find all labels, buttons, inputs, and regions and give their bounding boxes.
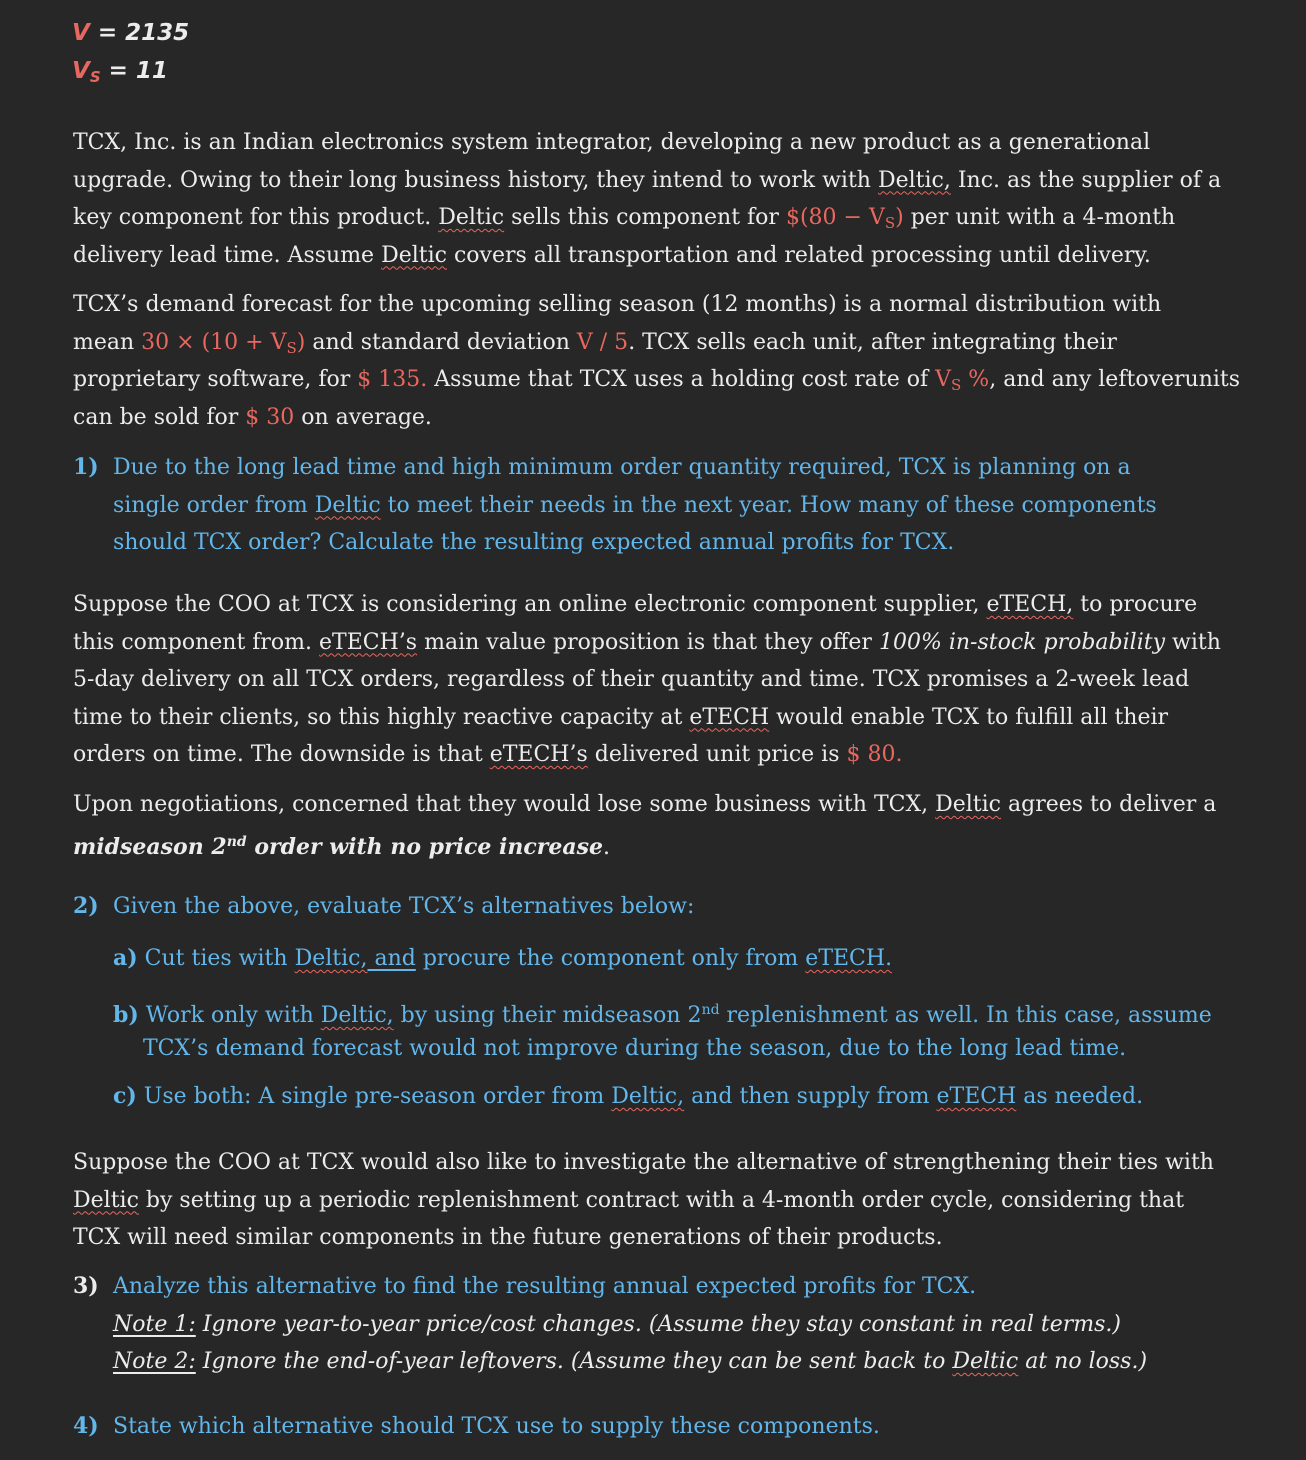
price-formula: [786, 205, 904, 230]
text: , and any leftoverunits: [989, 367, 1241, 392]
text-line: [73, 1408, 1263, 1446]
text: procure the component only from: [415, 946, 806, 971]
formula-part: V: [935, 367, 952, 392]
text-line: [73, 888, 1263, 926]
text: Inc. as the supplier of a: [950, 167, 1222, 193]
deltic-term: Deltic: [381, 242, 447, 268]
option-label: c): [113, 1083, 137, 1109]
salvage-price: $ 30: [245, 404, 295, 430]
text: Use both: A single pre-season order from: [136, 1084, 612, 1109]
v-label: V: [72, 20, 90, 46]
text: TCX’s demand forecast for the upcoming selling season (12 months) is a normal distribution with: [73, 292, 1162, 317]
text: Suppose the COO at TCX would also like to investigate the alternative of strengthening their ties with: [73, 1150, 1214, 1175]
text-line: [73, 992, 1263, 1030]
paragraph-negotiation: [73, 786, 1263, 861]
formula-part: %: [961, 367, 990, 392]
question-number: 1): [73, 454, 99, 480]
text: and standard deviation: [305, 329, 577, 355]
text: covers all transportation and related processing until delivery.: [446, 242, 1151, 268]
text: by setting up a periodic replenishment contract with a 4-month order cycle, considering that: [138, 1187, 1185, 1213]
text-line: [73, 361, 1263, 399]
text-line: [73, 1268, 1263, 1306]
text: should TCX order? Calculate the resulting expected annual profits for TCX.: [113, 530, 955, 555]
deltic-term: Deltic: [314, 492, 381, 518]
text: can be sold for: [73, 404, 246, 430]
text: by using their midseason 2: [393, 1003, 702, 1028]
deltic-term: Deltic,: [611, 1084, 685, 1109]
text: TCX will need similar components in the future generations of their products.: [73, 1225, 943, 1250]
text: Assume that TCX uses a holding cost rate of: [427, 367, 936, 392]
deltic-term: Deltic: [935, 792, 1001, 817]
text: to meet their needs in the next year. How many of these components: [380, 492, 1157, 518]
text: delivered unit price is: [587, 742, 847, 767]
deltic-term: Deltic,: [877, 167, 951, 193]
vs-value: = 11: [100, 58, 168, 84]
text-line: [73, 940, 1263, 978]
text: orders on time. The downside is that: [73, 742, 490, 767]
text-line: [73, 786, 1263, 824]
text: replenishment as well. In this case, assume: [719, 1003, 1212, 1028]
text-line: [73, 736, 1263, 774]
etech-price: $ 80.: [846, 742, 903, 767]
emphasis-text: midseason 2: [73, 833, 227, 860]
note-label: Note 1:: [113, 1311, 196, 1337]
option-a: [73, 940, 1263, 978]
text: agrees to deliver a: [1001, 792, 1217, 817]
sell-price: $ 135.: [357, 367, 428, 392]
question-number: 3): [73, 1273, 99, 1299]
text: Suppose the COO at TCX is considering an online electronic component supplier,: [73, 592, 987, 617]
formula-subscript: S: [286, 338, 297, 357]
text: Given the above, evaluate TCX’s alternatives below:: [113, 894, 695, 919]
deltic-term: Deltic: [952, 1349, 1019, 1374]
text: with: [1165, 629, 1221, 655]
text: to procure: [1073, 592, 1198, 617]
text-line: [73, 449, 1263, 487]
text-line: [73, 199, 1263, 237]
text-line: [73, 1306, 1263, 1344]
vs-value-line: [72, 52, 189, 90]
formula-part: 30 × (10 + V: [141, 329, 287, 355]
text-line: [73, 586, 1263, 624]
text: single order from: [113, 492, 315, 518]
text: main value proposition is that they offer: [417, 629, 879, 655]
text-line: [73, 286, 1263, 324]
option-label: a): [113, 945, 138, 971]
v-value: = 2135: [89, 20, 190, 46]
text: TCX, Inc. is an Indian electronics system integrator, developing a new product as a generational: [73, 130, 1151, 155]
question-number: 2): [73, 893, 99, 919]
text-line: [73, 824, 1263, 862]
superscript: nd: [701, 1002, 720, 1018]
deltic-term: Deltic: [438, 205, 505, 230]
holding-rate: [935, 367, 989, 392]
text: sells this component for: [504, 205, 786, 230]
note-text: at no loss.): [1018, 1349, 1148, 1374]
option-label: b): [113, 1002, 139, 1028]
text-line: [73, 661, 1263, 699]
text-line: [73, 487, 1263, 525]
text: TCX’s demand forecast would not improve during the season, due to the long lead time.: [143, 1035, 1127, 1061]
text-line: [73, 1219, 1263, 1257]
text: key component for this product.: [73, 205, 439, 230]
text-line: [73, 624, 1263, 662]
deltic-term: Deltic,: [294, 946, 368, 971]
question-3: [73, 1268, 1263, 1381]
question-1: [73, 449, 1263, 562]
option-b: [73, 992, 1263, 1067]
text-line: [73, 162, 1263, 200]
etech-term: eTECH’s: [489, 742, 588, 767]
stdev-formula: V / 5: [576, 329, 629, 355]
text: Work only with: [138, 1003, 321, 1028]
etech-term: eTECH,: [986, 592, 1074, 617]
paragraph-intro: [73, 124, 1263, 274]
note-label: Note 2:: [113, 1349, 196, 1374]
vs-subscript: S: [89, 68, 101, 86]
text: 5-day delivery on all TCX orders, regardless of their quantity and time. TCX promises a 2-week lead: [73, 667, 1190, 692]
text-line: [73, 237, 1263, 275]
text-line: [73, 1343, 1263, 1381]
text: per unit with a 4-month: [903, 205, 1176, 230]
question-number: 4): [73, 1413, 99, 1439]
vs-label: V: [72, 58, 90, 84]
etech-term: eTECH.: [805, 946, 893, 971]
text: time to their clients, so this highly reactive capacity at: [73, 704, 690, 730]
text: would enable TCX to fulfill all their: [769, 704, 1169, 730]
text-line: [73, 1078, 1263, 1116]
text: Cut ties with: [137, 946, 295, 971]
text: upgrade. Owing to their long business history, they intend to work with: [73, 167, 878, 193]
paragraph-etech: [73, 586, 1263, 774]
text-line: [73, 1182, 1263, 1220]
text: and then supply from: [684, 1084, 937, 1109]
text: and: [367, 946, 416, 971]
etech-term: eTECH: [689, 704, 770, 730]
text: . TCX sells each unit, after integrating their: [628, 329, 1117, 355]
formula-part: ): [296, 329, 306, 355]
text: mean: [73, 329, 142, 355]
question-2: [73, 888, 1263, 926]
text-line: [73, 124, 1263, 162]
text: Analyze this alternative to find the resulting annual expected profits for TCX.: [113, 1274, 977, 1299]
formula-part: $(80 − V: [785, 205, 885, 230]
emphasis-text: order with no price increase: [246, 833, 604, 860]
text: as needed.: [1016, 1084, 1144, 1109]
note-text: Ignore the end-of-year leftovers. (Assume they can be sent back to: [195, 1349, 953, 1374]
text-line: [73, 699, 1263, 737]
etech-term: eTECH: [936, 1084, 1017, 1109]
text: proprietary software, for: [73, 367, 358, 392]
superscript: nd: [226, 833, 247, 850]
note-text: Ignore year-to-year price/cost changes. (Assume they stay constant in real terms.): [195, 1311, 1122, 1337]
deltic-term: Deltic: [73, 1187, 139, 1213]
deltic-term: Deltic,: [320, 1003, 394, 1028]
mean-formula: [141, 330, 305, 355]
text: delivery lead time. Assume: [73, 242, 382, 268]
formula-subscript: S: [884, 214, 896, 232]
question-4: [73, 1408, 1263, 1446]
text-line: [73, 524, 1263, 562]
text-line: [73, 399, 1263, 437]
text: on average.: [294, 404, 432, 430]
text: Due to the long lead time and high minimum order quantity required, TCX is planning on a: [113, 455, 1131, 480]
paragraph-periodic: [73, 1144, 1263, 1257]
emphasis-text: 100% in-stock probability: [878, 629, 1166, 655]
formula-part: ): [895, 205, 904, 230]
option-c: [73, 1078, 1263, 1116]
formula-subscript: S: [951, 376, 962, 394]
text-line: [73, 1144, 1263, 1182]
paragraph-demand: [73, 286, 1263, 436]
text-line: [73, 324, 1263, 362]
etech-term: eTECH’s: [319, 629, 418, 655]
text: this component from.: [73, 629, 320, 655]
v-value-line: [72, 14, 189, 52]
text: Upon negotiations, concerned that they would lose some business with TCX,: [73, 792, 936, 817]
text: .: [603, 834, 611, 860]
variables-block: [72, 14, 189, 90]
text-line: [73, 1030, 1263, 1068]
text: State which alternative should TCX use to supply these components.: [113, 1414, 880, 1439]
